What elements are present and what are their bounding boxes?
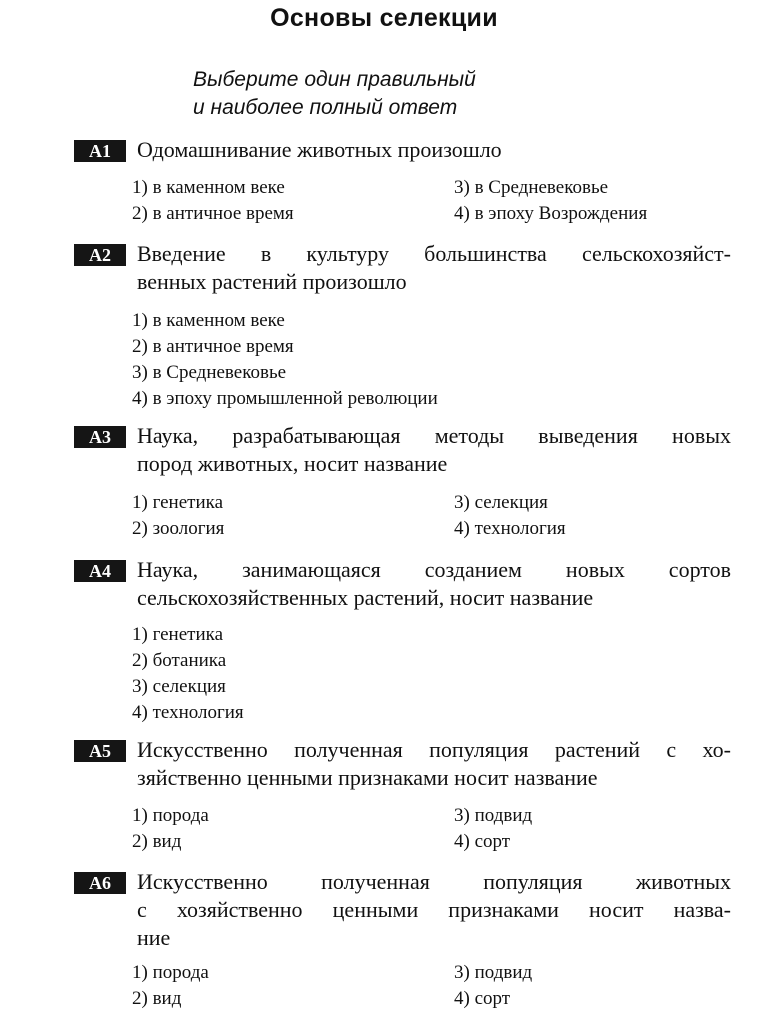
question-label: A2 xyxy=(74,244,126,266)
answer-option: 2) в античное время xyxy=(132,203,294,224)
question-label: A4 xyxy=(74,560,126,582)
answer-option: 3) подвид xyxy=(454,805,533,826)
instruction-line: и наиболее полный ответ xyxy=(193,96,458,119)
answer-option: 1) в каменном веке xyxy=(132,310,285,331)
instruction xyxy=(193,66,476,122)
answer-option: 1) генетика xyxy=(132,624,224,645)
question-label: A5 xyxy=(74,740,126,762)
answer-option: 2) вид xyxy=(132,988,182,1009)
question-stem xyxy=(137,136,731,164)
instruction-line: Выберите один правильный xyxy=(193,68,476,91)
answer-option: 3) подвид xyxy=(454,962,533,983)
question-label: A1 xyxy=(74,140,126,162)
answer-options xyxy=(132,622,732,726)
answer-option: 2) зоология xyxy=(132,518,225,539)
question-label: A6 xyxy=(74,872,126,894)
answer-option: 1) генетика xyxy=(132,492,224,513)
answer-options xyxy=(132,803,732,855)
page-title: Основы селекции xyxy=(270,4,498,32)
answer-option: 1) порода xyxy=(132,805,209,826)
question-label: A3 xyxy=(74,426,126,448)
answer-option: 4) технология xyxy=(454,518,566,539)
stem-line: венных растений произошло xyxy=(137,269,407,294)
answer-option: 4) сорт xyxy=(454,988,511,1009)
answer-option: 4) в эпоху Возрождения xyxy=(454,203,648,224)
stem-line: зяйственно ценными признаками носит название xyxy=(137,765,598,790)
stem-line: пород животных, носит название xyxy=(137,451,448,476)
answer-option: 3) в Средневековье xyxy=(132,362,287,383)
answer-option: 3) селекция xyxy=(454,492,548,513)
stem-line: Искусственно полученная популяция растений с хо- xyxy=(137,737,731,762)
stem-line: с хозяйственно ценными признаками носит назва- xyxy=(137,897,731,922)
stem-line: Наука, занимающаяся созданием новых сортов xyxy=(137,557,731,582)
answer-options xyxy=(132,490,732,542)
stem-line: ние xyxy=(137,925,171,950)
answer-option: 1) в каменном веке xyxy=(132,177,285,198)
answer-option: 3) в Средневековье xyxy=(454,177,609,198)
answer-options xyxy=(132,308,732,412)
question-stem xyxy=(137,868,731,952)
stem-line: Искусственно полученная популяция животных xyxy=(137,869,731,894)
stem-line: Одомашнивание животных произошло xyxy=(137,137,502,162)
question-stem xyxy=(137,422,731,478)
answer-option: 1) порода xyxy=(132,962,209,983)
stem-line: Наука, разрабатывающая методы выведения новых xyxy=(137,423,731,448)
answer-option: 2) вид xyxy=(132,831,182,852)
answer-options xyxy=(132,175,732,227)
question-stem xyxy=(137,240,731,296)
question-stem xyxy=(137,736,731,792)
question-stem xyxy=(137,556,731,612)
answer-option: 2) ботаника xyxy=(132,650,227,671)
answer-option: 2) в античное время xyxy=(132,336,294,357)
stem-line: сельскохозяйственных растений, носит название xyxy=(137,585,594,610)
answer-option: 4) в эпоху промышленной революции xyxy=(132,388,438,409)
answer-options xyxy=(132,960,732,1012)
answer-option: 4) сорт xyxy=(454,831,511,852)
answer-option: 3) селекция xyxy=(132,676,226,697)
answer-option: 4) технология xyxy=(132,702,244,723)
stem-line: Введение в культуру большинства сельскохозяйст- xyxy=(137,241,731,266)
